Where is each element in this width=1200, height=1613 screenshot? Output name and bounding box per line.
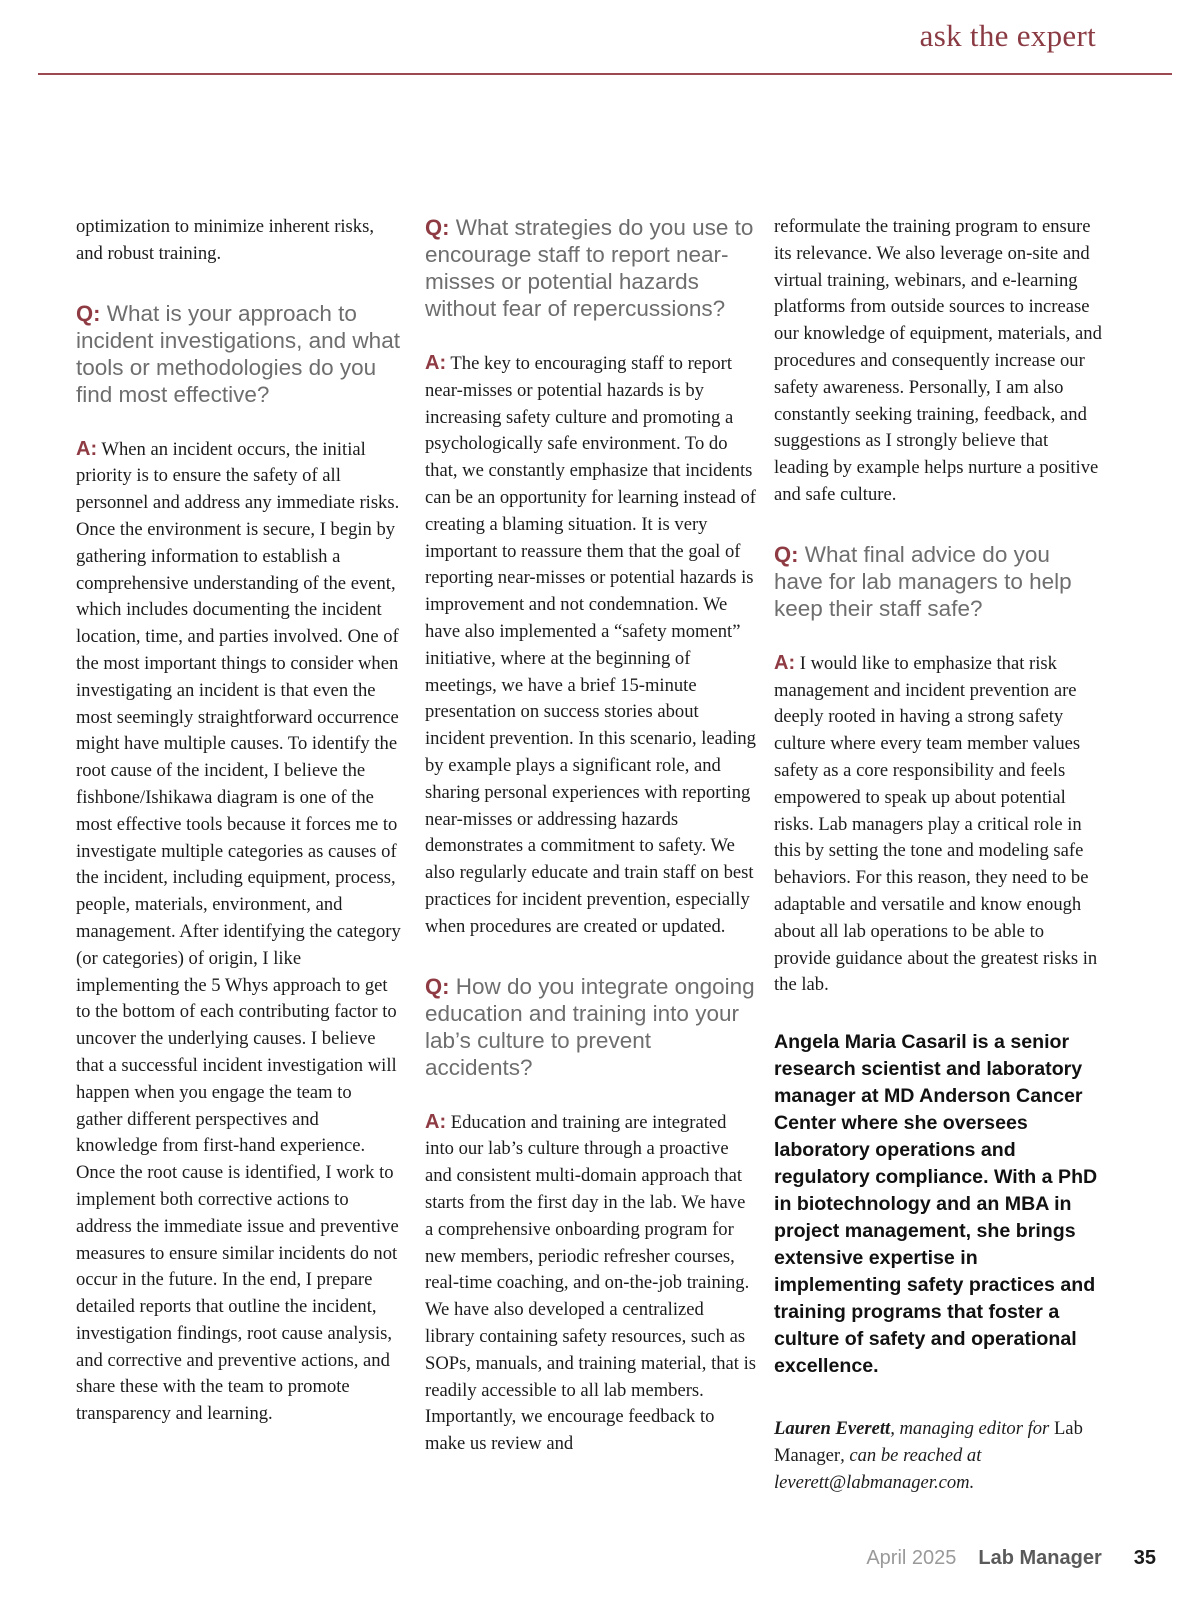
answer-text: I would like to emphasize that risk management and incident prevention are deeply rooted in having a strong safety culture where every team member values safety as a core responsibility and feels empowered to speak up about potential risks. Lab managers play a critical role in this by setting the tone and modeling safe behaviors. For this reason, they need to be adaptable and versatile and know enough about all lab operations to be able to provide guidance about the greatest risks in the lab. (774, 652, 1098, 996)
question-label: Q: (76, 300, 101, 326)
article-column-2 (425, 214, 757, 1458)
page-footer (866, 1547, 1156, 1570)
answer-label: A: (425, 1110, 447, 1133)
question-label: Q: (425, 215, 450, 240)
question-3 (425, 973, 757, 1081)
question-text: What strategies do you use to encourage staff to report near-misses or potential hazards without fear of repercussions? (425, 215, 754, 321)
magazine-brand: Lab Manager (978, 1547, 1102, 1569)
question-2 (425, 214, 757, 322)
answer-4 (774, 650, 1102, 999)
author-bio: Angela Maria Casaril is a senior research scientist and laboratory manager at MD Anderson Cancer Center where she oversees laboratory operations and regulatory compliance. With a PhD in biotechnology and an MBA in project management, she brings extensive expertise in implementing safety practices and training programs that foster a culture of safety and operational excellence. (774, 1031, 1098, 1378)
answer-label: A: (425, 352, 447, 374)
editor-credit (774, 1416, 1102, 1496)
continuation-paragraph: reformulate the training program to ensure its relevance. We also leverage on-site and virtual training, webinars, and e-learning platforms from outside sources to increase our knowledge of equipment, materials, and procedures and consequently increase our safety awareness. Personally, I am also constantly seeking training, feedback, and suggestions as I strongly believe that leading by example helps nurture a positive and safe culture. (774, 216, 1102, 505)
article-column-1 (76, 214, 402, 1428)
intro-paragraph: optimization to minimize inherent risks, and robust training. (76, 216, 374, 264)
issue-date: April 2025 (866, 1547, 957, 1569)
answer-label: A: (76, 437, 98, 460)
question-text: What final advice do you have for lab managers to help keep their staff safe? (774, 541, 1072, 621)
answer-1 (76, 436, 402, 1428)
answer-text: When an incident occurs, the initial priority is to ensure the safety of all personnel and address any immediate risks. Once the environment is secure, I begin by gathering information to establish a comprehensive understanding of the event, which includes documenting the incident location, time, and parties involved. One of the most important things to consider when investigating an incident is that even the most seemingly straightforward occurrence might have multiple causes. To identify the root cause of the incident, I believe the fishbone/Ishikawa diagram is one of the most effective tools because it forces me to investigate multiple categories as causes of the incident, including equipment, process, people, materials, environment, and management. After identifying the category (or categories) of origin, I like implementing the 5 Whys approach to get to the bottom of each contributing factor to uncover the underlying causes. I believe that a successful incident investigation will happen when you engage the team to gather different perspectives and knowledge from first-hand experience. Once the root cause is identified, I work to implement both corrective actions to address the immediate issue and preventive measures to ensure similar incidents do not occur in the future. In the end, I prepare detailed reports that outline the incident, investigation findings, root cause analysis, and corrective and preventive actions, and share these with the team to promote transparency and learning. (76, 438, 401, 1425)
editor-contact: , can be reached at leverett@labmanager.com. (774, 1444, 982, 1493)
question-text: What is your approach to incident investigations, and what tools or methodologies do you find most effective? (76, 300, 400, 407)
section-label: ask the expert (919, 18, 1096, 53)
question-label: Q: (425, 973, 450, 999)
header-rule (38, 73, 1172, 75)
answer-text: The key to encouraging staff to report near-misses or potential hazards is by increasing safety culture and promoting a psychologically safe environment. To do that, we constantly emphasize that incidents can be an opportunity for learning instead of creating a blaming situation. It is very important to reassure them that the goal of reporting near-misses or potential hazards is improvement and not condemnation. We have also implemented a “safety moment” initiative, where at the beginning of meetings, we have a brief 15-minute presentation on success stories about incident prevention. In this scenario, leading by example plays a significant role, and sharing personal experiences with reporting near-misses or addressing hazards demonstrates a commitment to safety. We also regularly educate and train staff on best practices for incident prevention, especially when procedures are created or updated. (425, 353, 756, 937)
editor-role: , managing editor for (890, 1418, 1050, 1440)
answer-2 (425, 350, 757, 941)
page-number: 35 (1133, 1547, 1156, 1569)
article-column-3 (774, 214, 1102, 1497)
publication-name: Lab Manager (774, 1418, 1083, 1466)
answer-text: Education and training are integrated into our lab’s culture through a proactive and consistent multi-domain approach that starts from the first day in the lab. We have a comprehensive onboarding program for new members, periodic refresher courses, real-time coaching, and on-the-job training. We have also developed a centralized library containing safety resources, such as SOPs, manuals, and training material, that is readily accessible to all lab members. Importantly, we encourage feedback to make us review and (425, 1111, 757, 1455)
question-4 (774, 541, 1102, 622)
question-text: How do you integrate ongoing education and training into your lab’s culture to prevent accidents? (425, 973, 755, 1080)
answer-3 (425, 1109, 757, 1458)
question-1 (76, 300, 402, 408)
editor-name: Lauren Everett (774, 1418, 891, 1440)
question-label: Q: (774, 541, 799, 567)
answer-label: A: (774, 651, 796, 674)
